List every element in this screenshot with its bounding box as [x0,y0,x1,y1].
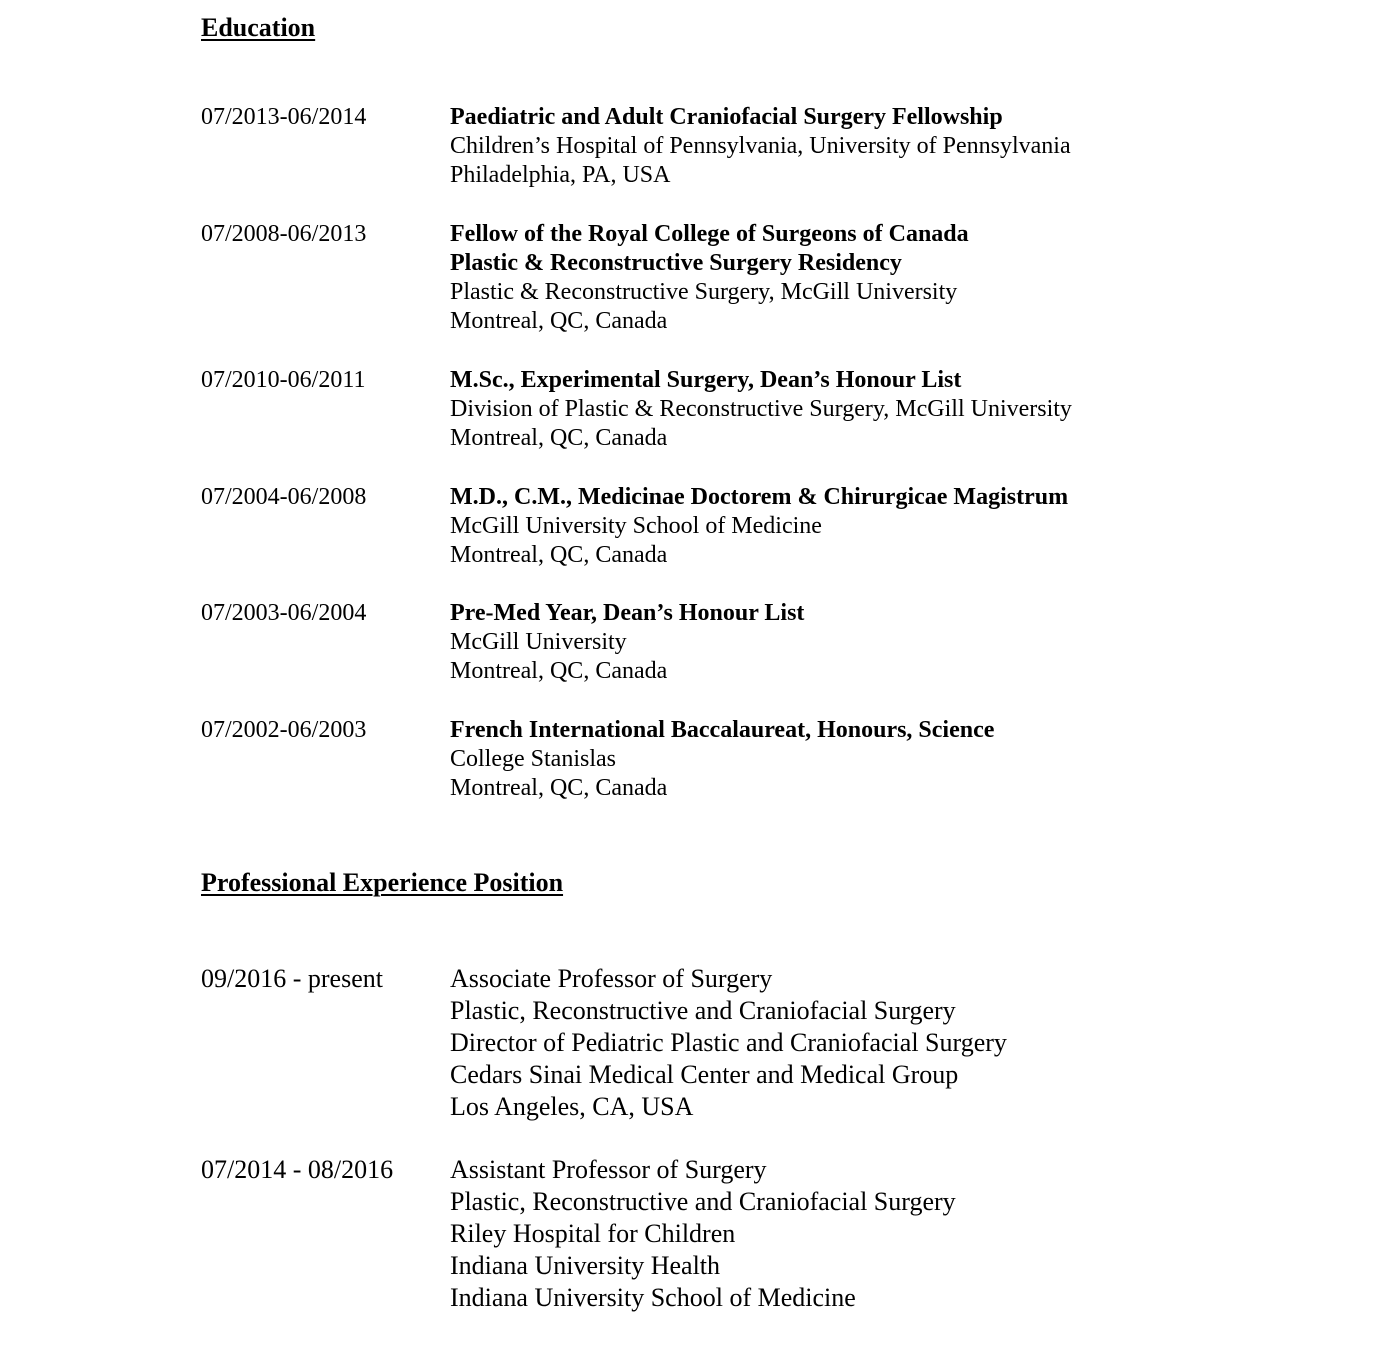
experience-heading: Professional Experience Position [201,868,564,897]
entry-location: Montreal, QC, Canada [450,775,668,801]
entry-details [450,103,1071,190]
entry-institution: College Stanislas [450,746,616,772]
entry-department: Plastic, Reconstructive and Craniofacial Surgery [450,996,956,1025]
entry-institution: Children’s Hospital of Pennsylvania, University of Pennsylvania [450,133,1071,159]
entry-details [450,366,1072,453]
entry-title: Fellow of the Royal College of Surgeons of Canada [450,221,969,247]
entry-details [450,599,804,686]
entry-institution: McGill University [450,629,627,655]
entry-date: 07/2003-06/2004 [201,600,367,626]
entry-location: Montreal, QC, Canada [450,308,668,334]
entry-location: Montreal, QC, Canada [450,425,668,451]
entry-department: Plastic, Reconstructive and Craniofacial Surgery [450,1187,956,1216]
entry-institution: Cedars Sinai Medical Center and Medical Group [450,1060,959,1089]
entry-institution: Division of Plastic & Reconstructive Surgery, McGill University [450,396,1072,422]
entry-details [450,1154,956,1314]
entry-details [450,716,994,803]
entry-date: 07/2010-06/2011 [201,367,366,393]
entry-date: 07/2013-06/2014 [201,104,367,130]
entry-subtitle: Plastic & Reconstructive Surgery Residency [450,250,902,276]
education-heading: Education [201,13,316,42]
entry-date: 07/2014 - 08/2016 [201,1155,394,1184]
entry-institution: Plastic & Reconstructive Surgery, McGill University [450,279,958,305]
entry-position: Associate Professor of Surgery [450,964,773,993]
entry-title: M.D., C.M., Medicinae Doctorem & Chirurgicae Magistrum [450,484,1069,510]
entry-institution: McGill University School of Medicine [450,513,822,539]
entry-date: 07/2008-06/2013 [201,221,367,247]
entry-institution: Indiana University Health [450,1251,721,1280]
entry-details [450,963,1007,1123]
entry-title: Paediatric and Adult Craniofacial Surgery Fellowship [450,104,1003,130]
entry-details [450,483,1068,570]
entry-title: M.Sc., Experimental Surgery, Dean’s Honour List [450,367,962,393]
entry-date: 09/2016 - present [201,964,383,993]
entry-school: Indiana University School of Medicine [450,1283,856,1312]
entry-position: Assistant Professor of Surgery [450,1155,767,1184]
entry-title: Pre-Med Year, Dean’s Honour List [450,600,805,626]
entry-hospital: Riley Hospital for Children [450,1219,736,1248]
entry-title: French International Baccalaureat, Honours, Science [450,717,995,743]
entry-location: Los Angeles, CA, USA [450,1092,694,1121]
entry-location: Montreal, QC, Canada [450,542,668,568]
entry-date: 07/2004-06/2008 [201,484,367,510]
entry-details [450,220,969,336]
entry-role: Director of Pediatric Plastic and Craniofacial Surgery [450,1028,1007,1057]
entry-date: 07/2002-06/2003 [201,717,367,743]
entry-location: Philadelphia, PA, USA [450,162,671,188]
entry-location: Montreal, QC, Canada [450,658,668,684]
